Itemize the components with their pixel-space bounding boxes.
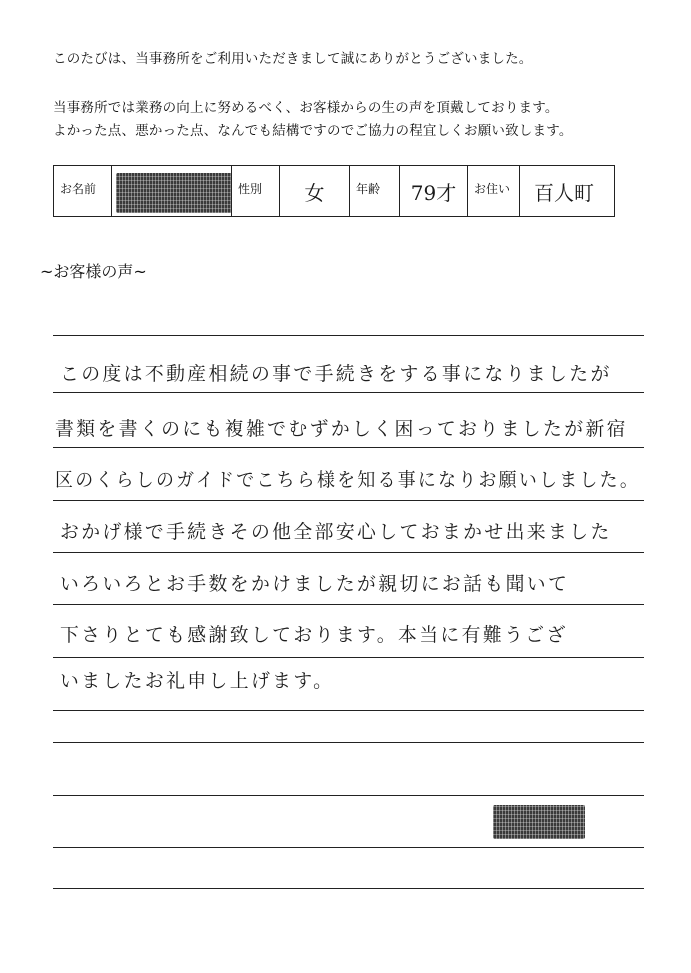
writing-rule <box>53 335 644 336</box>
customer-voice-heading: ~お客様の声~ <box>40 262 147 281</box>
writing-rule <box>53 742 644 743</box>
handwritten-line: いろいろとお手数をかけましたが親切にお話も聞いて <box>60 573 570 595</box>
gender-label: 性別 <box>232 166 280 216</box>
writing-rule <box>53 500 644 501</box>
gender-value: 女 <box>280 166 350 216</box>
writing-rule <box>53 447 644 448</box>
name-value-cell <box>112 166 232 216</box>
writing-rule <box>53 392 644 393</box>
handwritten-line: 下さりとても感謝致しております。本当に有難うござ <box>60 624 568 646</box>
writing-rule <box>53 552 644 553</box>
writing-rule <box>53 710 644 711</box>
redacted-name-block <box>116 173 232 213</box>
age-value: 79才 <box>400 166 468 216</box>
handwritten-line: おかげ様で手続きその他全部安心しておまかせ出来ました <box>60 521 612 543</box>
handwritten-line: いましたお礼申し上げます。 <box>60 670 335 692</box>
intro-thanks-text: このたびは、当事務所をご利用いただきまして誠にありがとうございました。 <box>53 51 533 67</box>
handwritten-line: この度は不動産相続の事で手続きをする事になりましたが <box>60 363 612 385</box>
address-value: 百人町 <box>534 180 594 205</box>
age-label: 年齢 <box>350 166 400 216</box>
writing-rule <box>53 847 644 848</box>
writing-rule <box>53 888 644 889</box>
writing-rule <box>53 795 644 796</box>
intro-feedback-text: 当事務所では業務の向上に努めるべく、お客様からの生の声を頂戴しております。 <box>53 100 559 116</box>
writing-rule <box>53 604 644 605</box>
writing-rule <box>53 657 644 658</box>
handwritten-line: 区のくらしのガイドでこちら様を知る事になりお願いしました。 <box>55 469 641 491</box>
redacted-signature-block <box>493 805 585 839</box>
handwritten-line: 書類を書くのにも複雑でむずかしく困っておりましたが新宿 <box>55 418 628 440</box>
address-label: お住い <box>468 166 520 216</box>
customer-info-table <box>53 165 615 217</box>
name-label: お名前 <box>54 166 112 216</box>
intro-request-text: よかった点、悪かった点、なんでも結構ですのでご協力の程宜しくお願い致します。 <box>53 123 573 139</box>
